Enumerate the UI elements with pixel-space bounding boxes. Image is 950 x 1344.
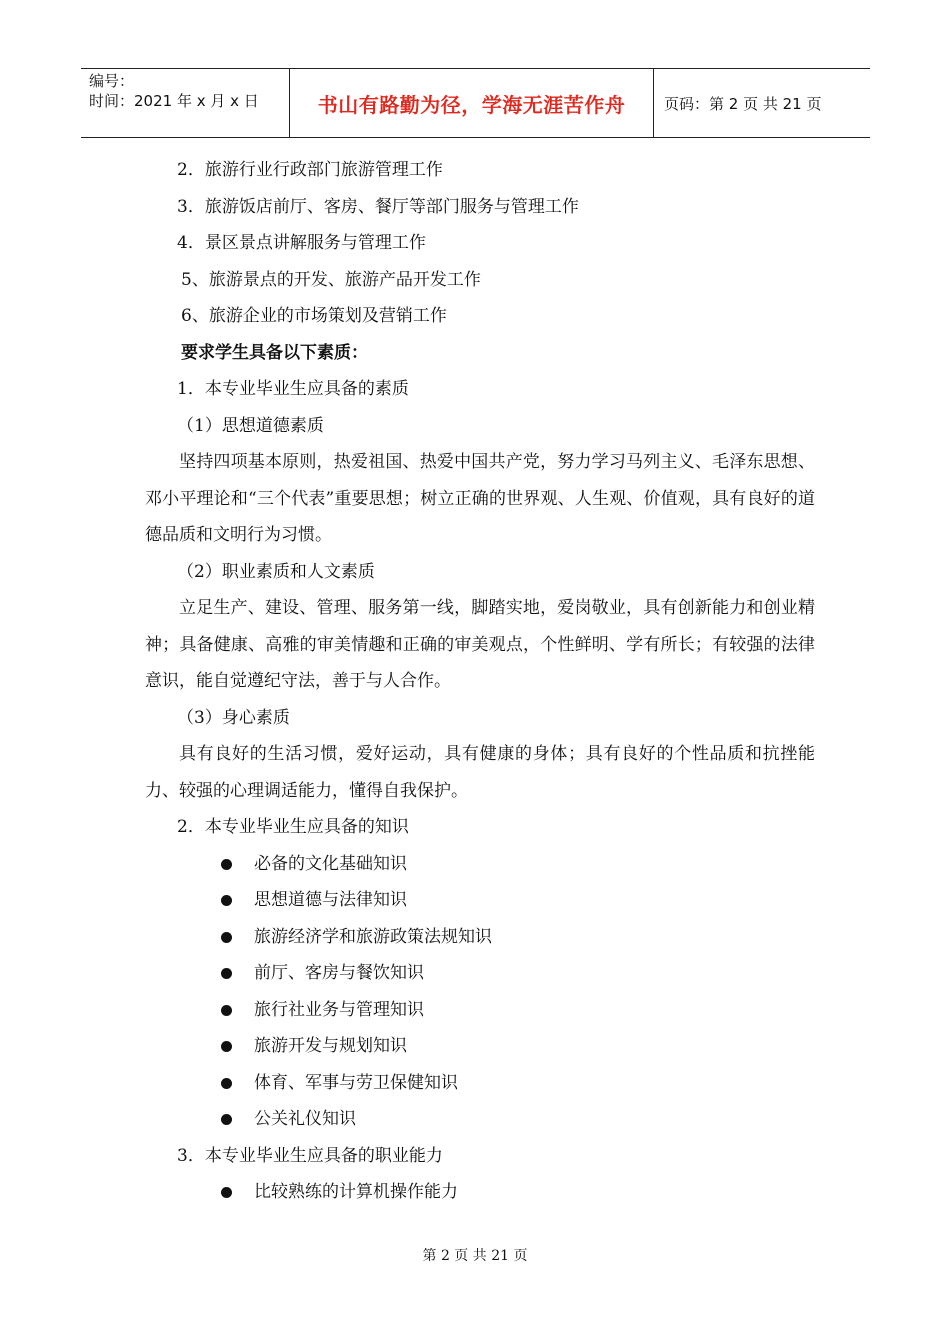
bullet-icon xyxy=(221,895,232,906)
bullet-icon xyxy=(221,1078,232,1089)
section-title: 3．本专业毕业生应具备的职业能力 xyxy=(177,1145,443,1166)
document-body xyxy=(145,152,815,1211)
list-item-text: 旅行社业务与管理知识 xyxy=(254,999,424,1020)
bullet-icon xyxy=(221,932,232,943)
list-item-text: 公关礼仪知识 xyxy=(254,1109,356,1129)
list-item-text: 比较熟练的计算机操作能力 xyxy=(254,1182,458,1202)
list-item xyxy=(145,846,815,883)
list-item-text: 前厅、客房与餐饮知识 xyxy=(254,963,424,983)
header-motto: 书山有路勤为径，学海无涯苦作舟 xyxy=(290,69,654,137)
list-item xyxy=(145,882,815,919)
subsection-title: （2）职业素质和人文素质 xyxy=(177,561,375,582)
bullet-icon xyxy=(221,1041,232,1052)
bullet-icon xyxy=(221,968,232,979)
job-line: 5、旅游景点的开发、旅游产品开发工作 xyxy=(181,269,481,290)
requirements-heading: 要求学生具备以下素质： xyxy=(181,342,368,363)
bullet-icon xyxy=(221,1114,232,1125)
list-item xyxy=(145,1174,815,1211)
bullet-icon xyxy=(221,1005,232,1016)
job-line: 2．旅游行业行政部门旅游管理工作 xyxy=(177,160,443,180)
section-title: 2．本专业毕业生应具备的知识 xyxy=(177,817,409,837)
list-item-text: 旅游经济学和旅游政策法规知识 xyxy=(254,926,492,947)
list-item xyxy=(145,992,815,1029)
number-label: 编号： xyxy=(89,72,135,90)
subsection-title: （1）思想道德素质 xyxy=(177,415,324,436)
list-item-text: 旅游开发与规划知识 xyxy=(254,1036,407,1056)
header-page-info: 页码：第 2 页 共 21 页 xyxy=(664,94,822,113)
list-item-text: 必备的文化基础知识 xyxy=(254,853,407,874)
job-line: 6、旅游企业的市场策划及营销工作 xyxy=(181,306,447,326)
list-item xyxy=(145,1028,815,1065)
list-item-text: 体育、军事与劳卫保健知识 xyxy=(254,1072,458,1093)
bullet-icon xyxy=(221,859,232,870)
time-label: 时间：2021 年 x 月 x 日 xyxy=(89,92,259,110)
list-item xyxy=(145,1101,815,1138)
job-line: 3．旅游饭店前厅、客房、餐厅等部门服务与管理工作 xyxy=(177,196,579,217)
header-left-cell xyxy=(81,69,290,137)
list-item xyxy=(145,1065,815,1102)
list-item xyxy=(145,955,815,992)
paragraph: 坚持四项基本原则，热爱祖国、热爱中国共产党，努力学习马列主义、毛泽东思想、邓小平理论和“三个代表”重要思想；树立正确的世界观、人生观、价值观，具有良好的道德品质和文明行为习惯。 xyxy=(145,452,815,545)
subsection-title: （3）身心素质 xyxy=(177,707,290,728)
page-footer: 第 2 页 共 21 页 xyxy=(422,1248,528,1264)
list-item xyxy=(145,919,815,956)
list-item-text: 思想道德与法律知识 xyxy=(254,890,407,910)
paragraph: 具有良好的生活习惯，爱好运动，具有健康的身体；具有良好的个性品质和抗挫能力、较强的心理调适能力，懂得自我保护。 xyxy=(145,744,815,801)
page-header xyxy=(81,68,870,138)
paragraph: 立足生产、建设、管理、服务第一线，脚踏实地，爱岗敬业，具有创新能力和创业精神；具备健康、高雅的审美情趣和正确的审美观点，个性鲜明、学有所长；有较强的法律意识，能自觉遵纪守法，善于与人合作。 xyxy=(145,598,815,691)
bullet-icon xyxy=(221,1187,232,1198)
job-line: 4．景区景点讲解服务与管理工作 xyxy=(177,233,426,253)
section-title: 1．本专业毕业生应具备的素质 xyxy=(177,379,409,399)
